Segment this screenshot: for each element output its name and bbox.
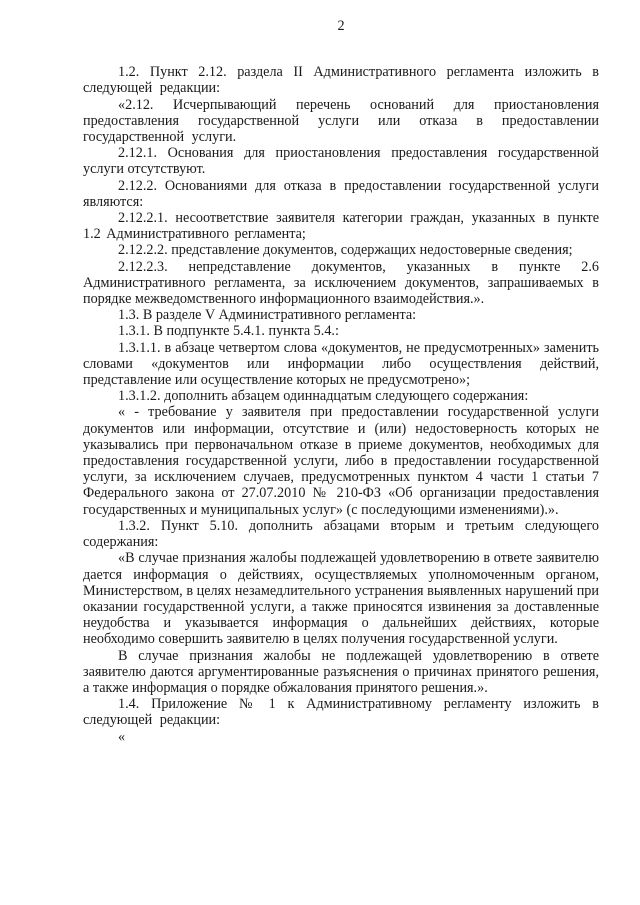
paragraph-1-3: 1.3. В разделе V Административного регламента: <box>118 307 417 324</box>
paragraph-2-12-2-2: 2.12.2.2. представление документов, содержащих недостоверные сведения; <box>118 242 573 259</box>
paragraph-2-12-1: 2.12.1. Основания для приостановления предоставления государственной услуги отсутствуют. <box>83 145 599 178</box>
paragraph-1-3-1: 1.3.1. В подпункте 5.4.1. пункта 5.4.: <box>118 323 339 340</box>
paragraph-open-quote: « <box>118 728 126 745</box>
paragraph-1-3-1-2: 1.3.1.2. дополнить абзацем одиннадцатым следующего содержания: <box>118 388 529 405</box>
paragraph-complaint-satisfied: «В случае признания жалобы подлежащей удовлетворению в ответе заявителю дается информация о действиях, осуществляемых уполномоченным органом, Министерством, в целях незамедлительного устранения выявленных нарушений при оказании государственной услуги, а также приносятся извинения за доставленные неудобства и указывается информация о дальнейших действиях, которые необходимо совершить заявителю в целях получения государственной услуги. <box>83 550 599 648</box>
paragraph-complaint-rejected: В случае признания жалобы не подлежащей удовлетворению в ответе заявителю даются аргументированные разъяснения о причинах принятого решения, а также информация о порядке обжалования принятого решения.». <box>83 647 599 696</box>
paragraph-1-3-2: 1.3.2. Пункт 5.10. дополнить абзацами вторым и третьим следующего содержания: <box>83 517 599 551</box>
paragraph-1-3-1-1: 1.3.1.1. в абзаце четвертом слова «документов, не предусмотренных» заменить словами «документов или информации либо осуществления действий, представление или осуществление которых не предусмотрено»; <box>83 339 599 389</box>
paragraph-1-2: 1.2. Пункт 2.12. раздела II Административного регламента изложить в следующей редакции: <box>83 64 599 97</box>
paragraph-2-12-2-1: 2.12.2.1. несоответствие заявителя категории граждан, указанных в пункте 1.2 Административного регламента; <box>83 210 599 243</box>
paragraph-1-4: 1.4. Приложение № 1 к Административному регламенту изложить в следующей редакции: <box>83 696 599 729</box>
paragraph-2-12-title: «2.12. Исчерпывающий перечень оснований для приостановления предоставления государственной услуги или отказа в предоставлении государственной услуги. <box>83 96 599 146</box>
paragraph-2-12-2-3: 2.12.2.3. непредставление документов, указанных в пункте 2.6 Административного регламента, за исключением документов, запрашиваемых в порядке межведомственного информационного взаимодействия.». <box>83 258 599 308</box>
paragraph-new-clause: « - требование у заявителя при предоставлении государственной услуги документов или информации, отсутствие и (или) недостоверность которых не указывались при первоначальном отказе в приеме документов, необходимых для предоставления государственной услуги, либо в предоставлении государственной услуги, за исключением случаев, предусмотренных пунктом 4 части 1 статьи 7 Федерального закона от 27.07.2010 № 210-ФЗ «Об организации предоставления государственных и муниципальных услуг» (с последующими изменениями).». <box>83 404 599 518</box>
paragraph-2-12-2: 2.12.2. Основаниями для отказа в предоставлении государственной услуги являются: <box>83 177 599 210</box>
page-number: 2 <box>337 18 345 34</box>
